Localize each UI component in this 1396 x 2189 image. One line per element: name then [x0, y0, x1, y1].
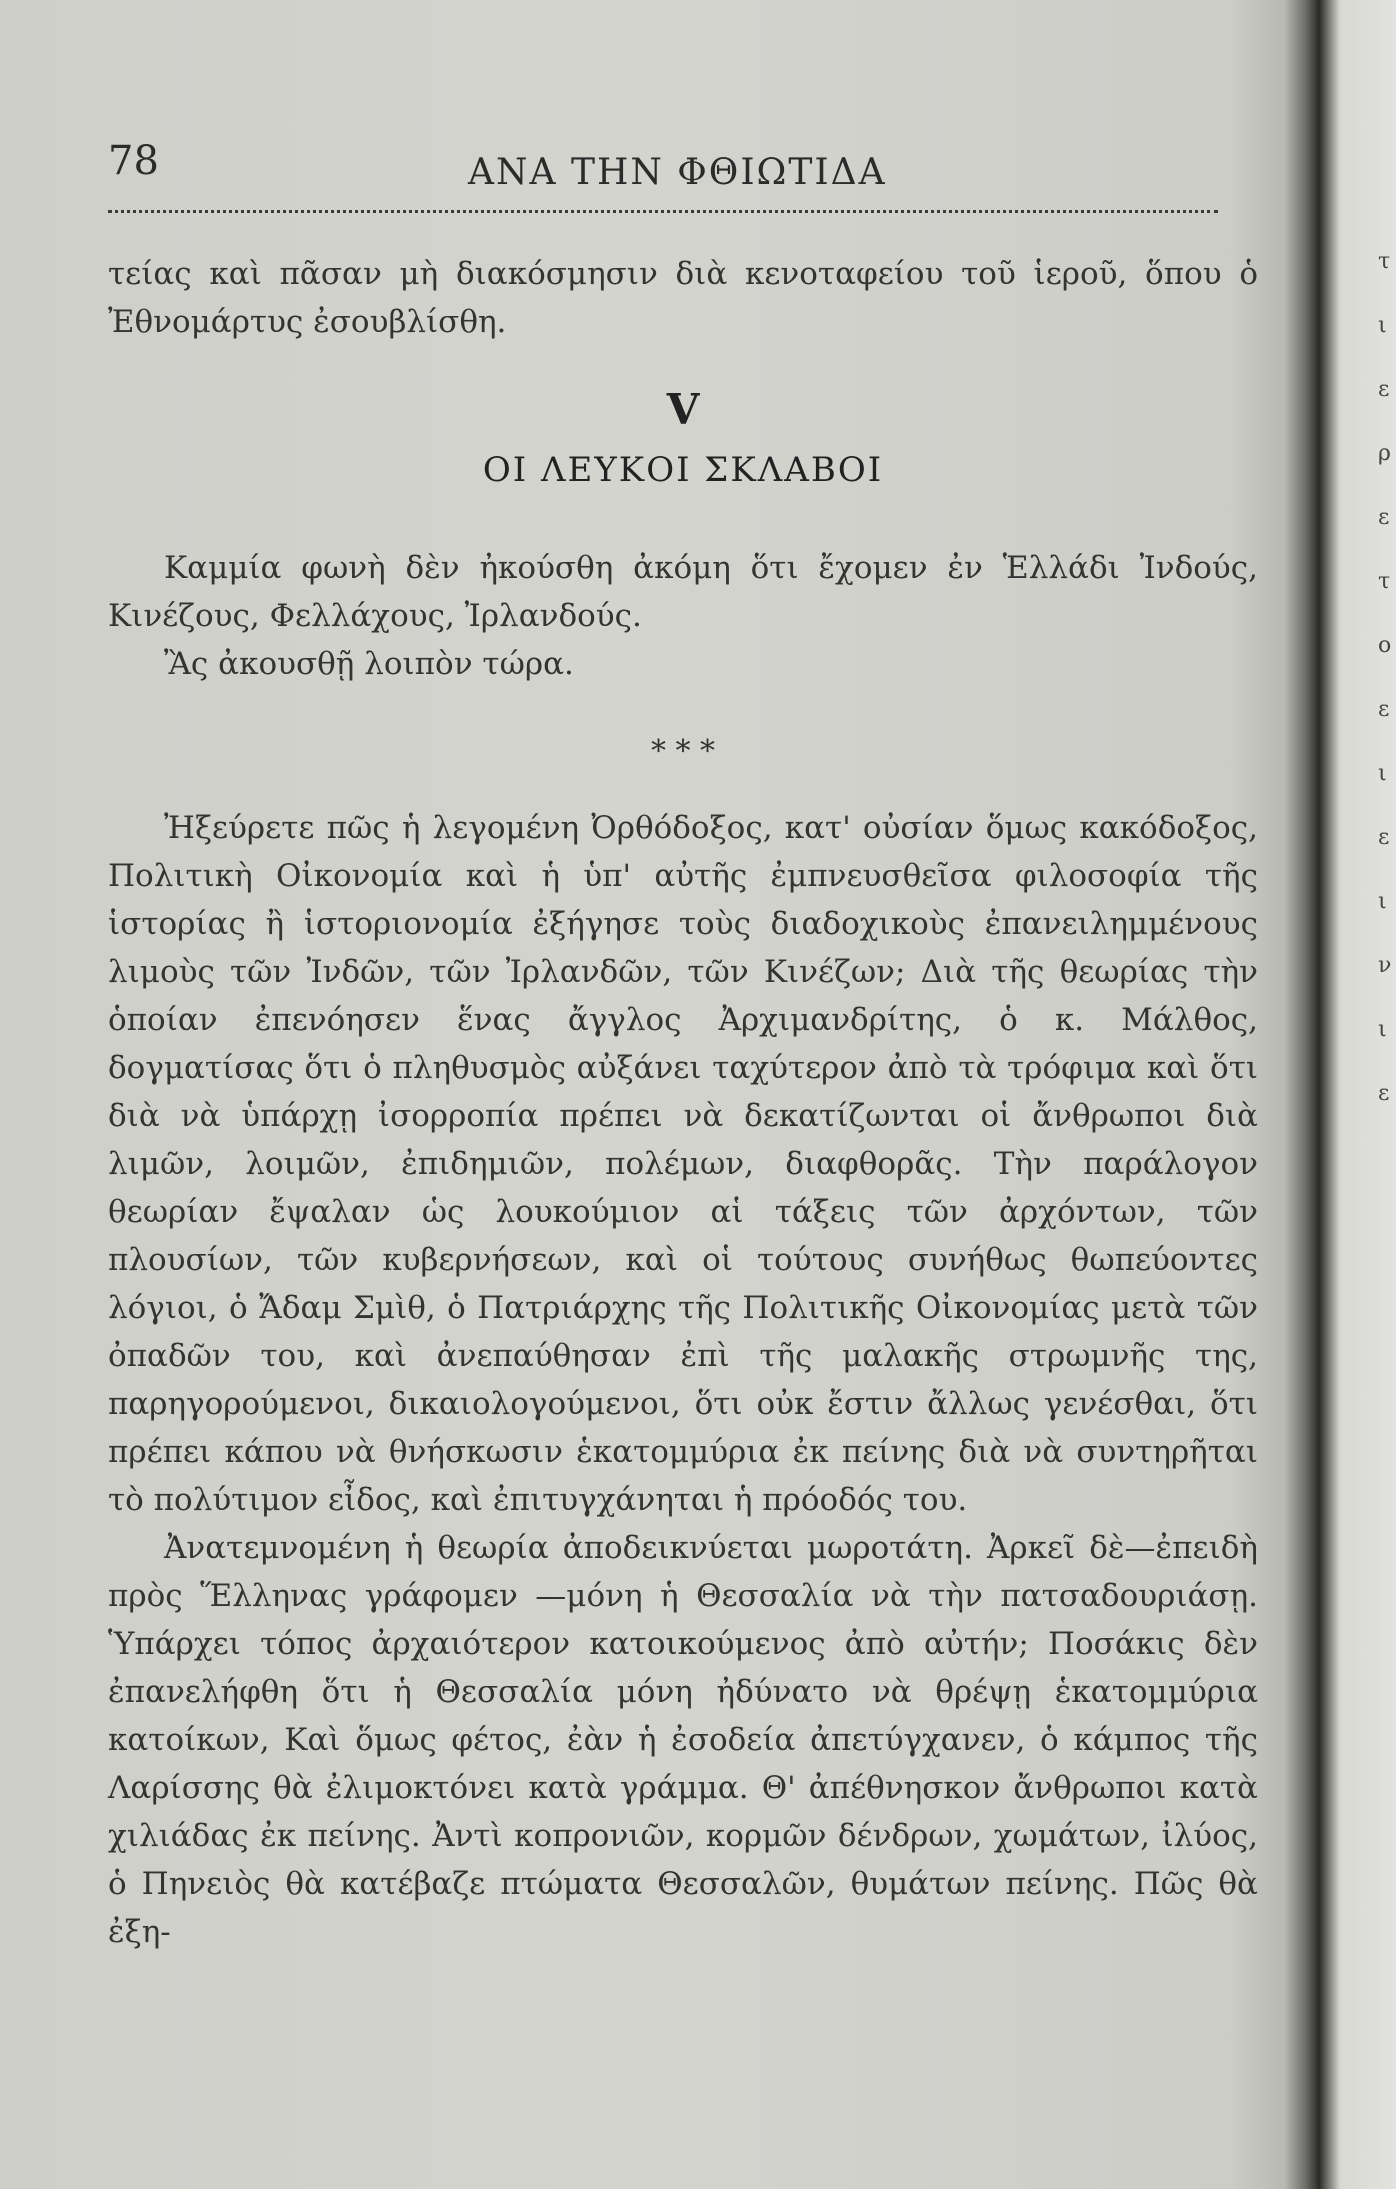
- edge-letter: ε: [1378, 1081, 1390, 1106]
- facing-page-edge-text: [1378, 230, 1392, 1126]
- edge-letter: ε: [1378, 377, 1390, 402]
- intro-paragraph-1: Καμμία φωνὴ δὲν ἠκούσθη ἀκόμη ὅτι ἔχομεν ἐν Ἑλλάδι Ἰνδούς, Κινέζους, Φελλάχους, Ἰρλανδούς.: [108, 550, 1258, 634]
- chapter-numeral: V: [666, 385, 700, 434]
- edge-letter: ε: [1378, 697, 1390, 722]
- edge-letter: τ: [1378, 569, 1391, 594]
- edge-letter: ο: [1378, 633, 1392, 658]
- intro-paragraph-2: Ἂς ἀκουσθῇ λοιπὸν τώρα.: [164, 646, 574, 682]
- edge-letter: ε: [1378, 505, 1390, 530]
- edge-letter: ρ: [1378, 441, 1391, 466]
- page-body: [108, 250, 1258, 1956]
- edge-letter: τ: [1378, 249, 1391, 274]
- chapter-title: ΟΙ ΛΕΥΚΟΙ ΣΚΛΑΒΟΙ: [482, 450, 884, 490]
- header-rule: [108, 210, 1218, 213]
- edge-letter: ι: [1378, 1017, 1387, 1042]
- main-paragraph-2: Ἀνατεμνομένη ἡ θεωρία ἀποδεικνύεται μωροτάτη. Ἀρκεῖ δὲ—ἐπειδὴ πρὸς Ἕλληνας γράφομεν —μόνη ἡ Θεσσαλία νὰ τὴν πατσαδουριάσῃ. Ὑπάρχει τόπος ἀρχαιότερον κατοικούμενος ἀπὸ αὐτήν; Ποσάκις δὲν ἐπανελήφθη ὅτι ἡ Θεσσαλία μόνη ἠδύνατο νὰ θρέψῃ ἑκατομμύρια κατοίκων, Καὶ ὅμως φέτος, ἐὰν ἡ ἐσοδεία ἀπετύγχανεν, ὁ κάμπος τῆς Λαρίσσης θὰ ἐλιμοκτόνει κατὰ γράμμα. Θ' ἀπέθνησκον ἄνθρωποι κατὰ χιλιάδας ἐκ πείνης. Ἀντὶ κοπρονιῶν, κορμῶν δένδρων, χωμάτων, ἰλύος, ὁ Πηνειὸς θὰ κατέβαζε πτώματα Θεσσαλῶν, θυμάτων πείνης. Πῶς θὰ ἐξη-: [108, 1530, 1258, 1950]
- edge-letter: ι: [1378, 313, 1387, 338]
- section-separator: * * *: [650, 734, 716, 769]
- main-paragraph-1: Ἠξεύρετε πῶς ἡ λεγομένη Ὀρθόδοξος, κατ' οὐσίαν ὅμως κακόδοξος, Πολιτικὴ Οἰκονομία καὶ ἡ ὑπ' αὐτῆς ἐμπνευσθεῖσα φιλοσοφία τῆς ἱστορίας ἢ ἱστοριονομία ἐξήγησε τοὺς διαδοχικοὺς ἐπανειλημμένους λιμοὺς τῶν Ἰνδῶν, τῶν Ἰρλανδῶν, τῶν Κινέζων; Διὰ τῆς θεωρίας τὴν ὁποίαν ἐπενόησεν ἕνας ἄγγλος Ἀρχιμανδρίτης, ὁ κ. Μάλθος, δογματίσας ὅτι ὁ πληθυσμὸς αὐξάνει ταχύτερον ἀπὸ τὰ τρόφιμα καὶ ὅτι διὰ νὰ ὑπάρχῃ ἰσορροπία πρέπει νὰ δεκατίζωνται οἱ ἄνθρωποι διὰ λιμῶν, λοιμῶν, ἐπιδημιῶν, πολέμων, διαφθορᾶς. Τὴν παράλογον θεωρίαν ἔψαλαν ὡς λουκούμιον αἱ τάξεις τῶν ἀρχόντων, τῶν πλουσίων, τῶν κυβερνήσεων, καὶ οἱ τούτους συνήθως θωπεύοντες λόγιοι, ὁ Ἄδαμ Σμὶθ, ὁ Πατριάρχης τῆς Πολιτικῆς Οἰκονομίας μετὰ τῶν ὀπαδῶν του, καὶ ἀνεπαύθησαν ἐπὶ τῆς μαλακῆς στρωμνῆς της, παρηγορούμενοι, δικαιολογούμενοι, ὅτι οὐκ ἔστιν ἄλλως γενέσθαι, ὅτι πρέπει κάπου νὰ θνήσκωσιν ἑκατομμύρια ἐκ πείνης διὰ νὰ συντηρῆται τὸ πολύτιμον εἶδος, καὶ ἐπιτυγχάνηται ἡ πρόοδός του.: [108, 810, 1258, 1518]
- opening-paragraph: τείας καὶ πᾶσαν μὴ διακόσμησιν διὰ κενοταφείου τοῦ ἱεροῦ, ὅπου ὁ Ἐθνομάρτυς ἐσουβλίσθη.: [108, 256, 1258, 340]
- page-number: 78: [108, 138, 159, 184]
- edge-letter: ι: [1378, 889, 1387, 914]
- edge-letter: ι: [1378, 761, 1387, 786]
- page-header: [108, 138, 1218, 208]
- running-title: ΑΝΑ ΤΗΝ ΦΘΙΩΤΙΔΑ: [468, 152, 887, 193]
- edge-letter: ν: [1378, 953, 1392, 978]
- edge-letter: ε: [1378, 825, 1390, 850]
